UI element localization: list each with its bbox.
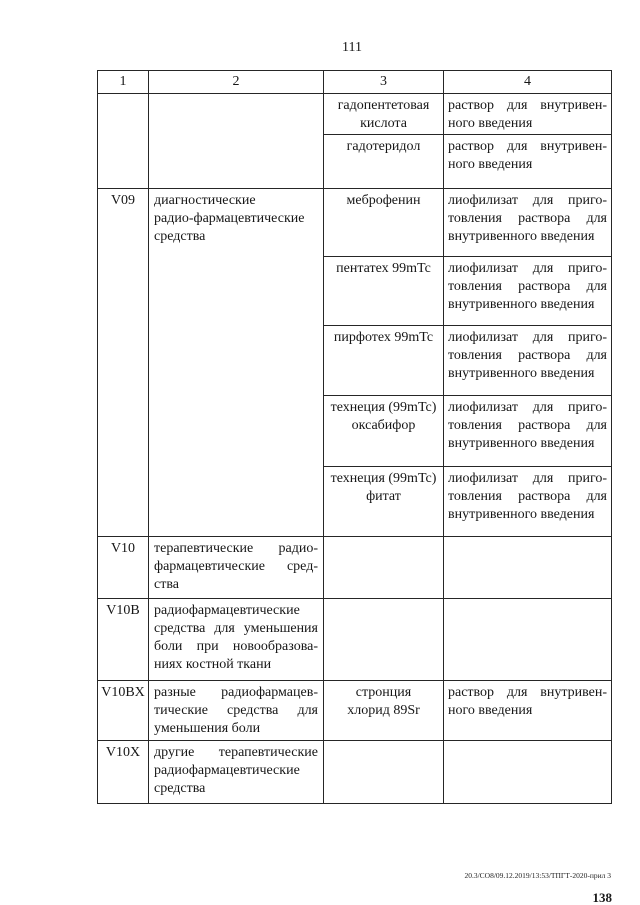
dosage-form-cell (444, 135, 612, 189)
substance-name-line: стронция (355, 685, 412, 700)
page-ref-number: 138 (592, 892, 612, 904)
dosage-form-line: внутривенного введения (448, 366, 595, 381)
group-name-cell (149, 741, 324, 804)
substance-name-line: технеция (99mTc) (330, 400, 437, 415)
substance-name-line: гадотеридол (346, 139, 421, 154)
atc-code: V10BX (101, 685, 145, 700)
substance-cell (324, 467, 444, 537)
group-name-cell (149, 189, 324, 537)
substance-cell (324, 537, 444, 599)
table-row (98, 741, 612, 804)
group-name-line: диагностические (154, 193, 256, 208)
dosage-form-line: ного введения (448, 703, 533, 718)
group-name-line: тические средства для (154, 703, 318, 718)
dosage-form-line: лиофилизат для приго- (448, 261, 607, 276)
group-name-line: боли при новообразова- (154, 639, 318, 654)
atc-code: V09 (110, 193, 136, 208)
dosage-form-line: раствор для внутривен- (448, 98, 607, 113)
dosage-form-cell (444, 537, 612, 599)
table-row (98, 189, 612, 257)
substance-name-line: технеция (99mTc) (330, 471, 437, 486)
group-name-line: уменьшения боли (154, 721, 261, 736)
dosage-form-line: лиофилизат для приго- (448, 330, 607, 345)
substance-cell (324, 681, 444, 741)
dosage-form-line: раствор для внутривен- (448, 139, 607, 154)
group-name-line: средства для уменьшения (154, 621, 318, 636)
group-name-line: средства (154, 229, 206, 244)
substance-name-line: хлорид 89Sr (347, 703, 420, 718)
substance-name-line: кислота (360, 116, 407, 131)
dosage-form-line: внутривенного введения (448, 507, 595, 522)
substance-cell (324, 326, 444, 396)
dosage-form-line: товления раствора для (448, 211, 607, 226)
dosage-form-line: товления раствора для (448, 348, 607, 363)
substance-cell (324, 396, 444, 467)
dosage-form-line: товления раствора для (448, 279, 607, 294)
group-name-cell (149, 681, 324, 741)
dosage-form-line: лиофилизат для приго- (448, 471, 607, 486)
dosage-form-line: внутривенного введения (448, 297, 595, 312)
dosage-form-line: ного введения (448, 116, 533, 131)
atc-code: V10B (106, 603, 140, 618)
column-number-3: 3 (324, 71, 444, 94)
substance-cell (324, 741, 444, 804)
dosage-form-cell (444, 396, 612, 467)
group-name-line: фармацевтические сред- (154, 559, 318, 574)
group-name-line: ниях костной ткани (154, 657, 272, 672)
dosage-form-line: товления раствора для (448, 489, 607, 504)
group-name-line: ства (154, 577, 179, 592)
substance-name-line: пирфотех 99mTc (333, 330, 434, 345)
group-name-line: разные радиофармацев- (154, 685, 318, 700)
table-row (98, 681, 612, 741)
substance-cell (324, 94, 444, 135)
dosage-form-line: внутривенного введения (448, 229, 595, 244)
substance-name-line: гадопентетовая (337, 98, 430, 113)
dosage-form-cell (444, 257, 612, 326)
atc-code-cell (98, 741, 149, 804)
dosage-form-cell (444, 681, 612, 741)
column-number-1: 1 (98, 71, 149, 94)
group-name-cell (149, 599, 324, 681)
substance-name-line: фитат (366, 489, 401, 504)
substance-cell (324, 257, 444, 326)
page-number: 111 (342, 40, 362, 55)
group-name-cell (149, 537, 324, 599)
dosage-form-line: лиофилизат для приго- (448, 400, 607, 415)
dosage-form-line: лиофилизат для приго- (448, 193, 607, 208)
dosage-form-line: ного введения (448, 157, 533, 172)
group-name-line: средства (154, 781, 206, 796)
atc-code: V10X (105, 745, 141, 760)
atc-code-cell (98, 189, 149, 537)
table-row (98, 537, 612, 599)
column-number-4: 4 (444, 71, 612, 94)
dosage-form-cell (444, 94, 612, 135)
column-number-2: 2 (149, 71, 324, 94)
atc-code-cell (98, 681, 149, 741)
substance-name-line: оксабифор (351, 418, 416, 433)
dosage-form-line: товления раствора для (448, 418, 607, 433)
table-row (98, 599, 612, 681)
dosage-form-line: раствор для внутривен- (448, 685, 607, 700)
group-name-line: терапевтические радио- (154, 541, 318, 556)
atc-code-cell (98, 537, 149, 599)
substance-name-line: пентатех 99mTc (336, 261, 431, 276)
table-row (98, 94, 612, 135)
medicines-table (97, 70, 612, 804)
group-name-line: радио-фармацевтические (154, 211, 305, 226)
dosage-form-cell (444, 189, 612, 257)
dosage-form-line: внутривенного введения (448, 436, 595, 451)
atc-code: V10 (110, 541, 136, 556)
group-name-line: другие терапевтические (154, 745, 318, 760)
atc-code-cell (98, 94, 149, 189)
table-header-row (98, 71, 612, 94)
document-stamp: 20.3/СО8/09.12.2019/13:53/ТПГТ-2020-прил 3 (464, 871, 611, 880)
dosage-form-cell (444, 741, 612, 804)
dosage-form-cell (444, 467, 612, 537)
group-name-line: радиофармацевтические (154, 763, 300, 778)
group-name-cell (149, 94, 324, 189)
substance-cell (324, 599, 444, 681)
dosage-form-cell (444, 599, 612, 681)
group-name-line: радиофармацевтические (154, 603, 300, 618)
substance-cell (324, 189, 444, 257)
atc-code-cell (98, 599, 149, 681)
substance-name-line: меброфенин (346, 193, 421, 208)
dosage-form-cell (444, 326, 612, 396)
substance-cell (324, 135, 444, 189)
